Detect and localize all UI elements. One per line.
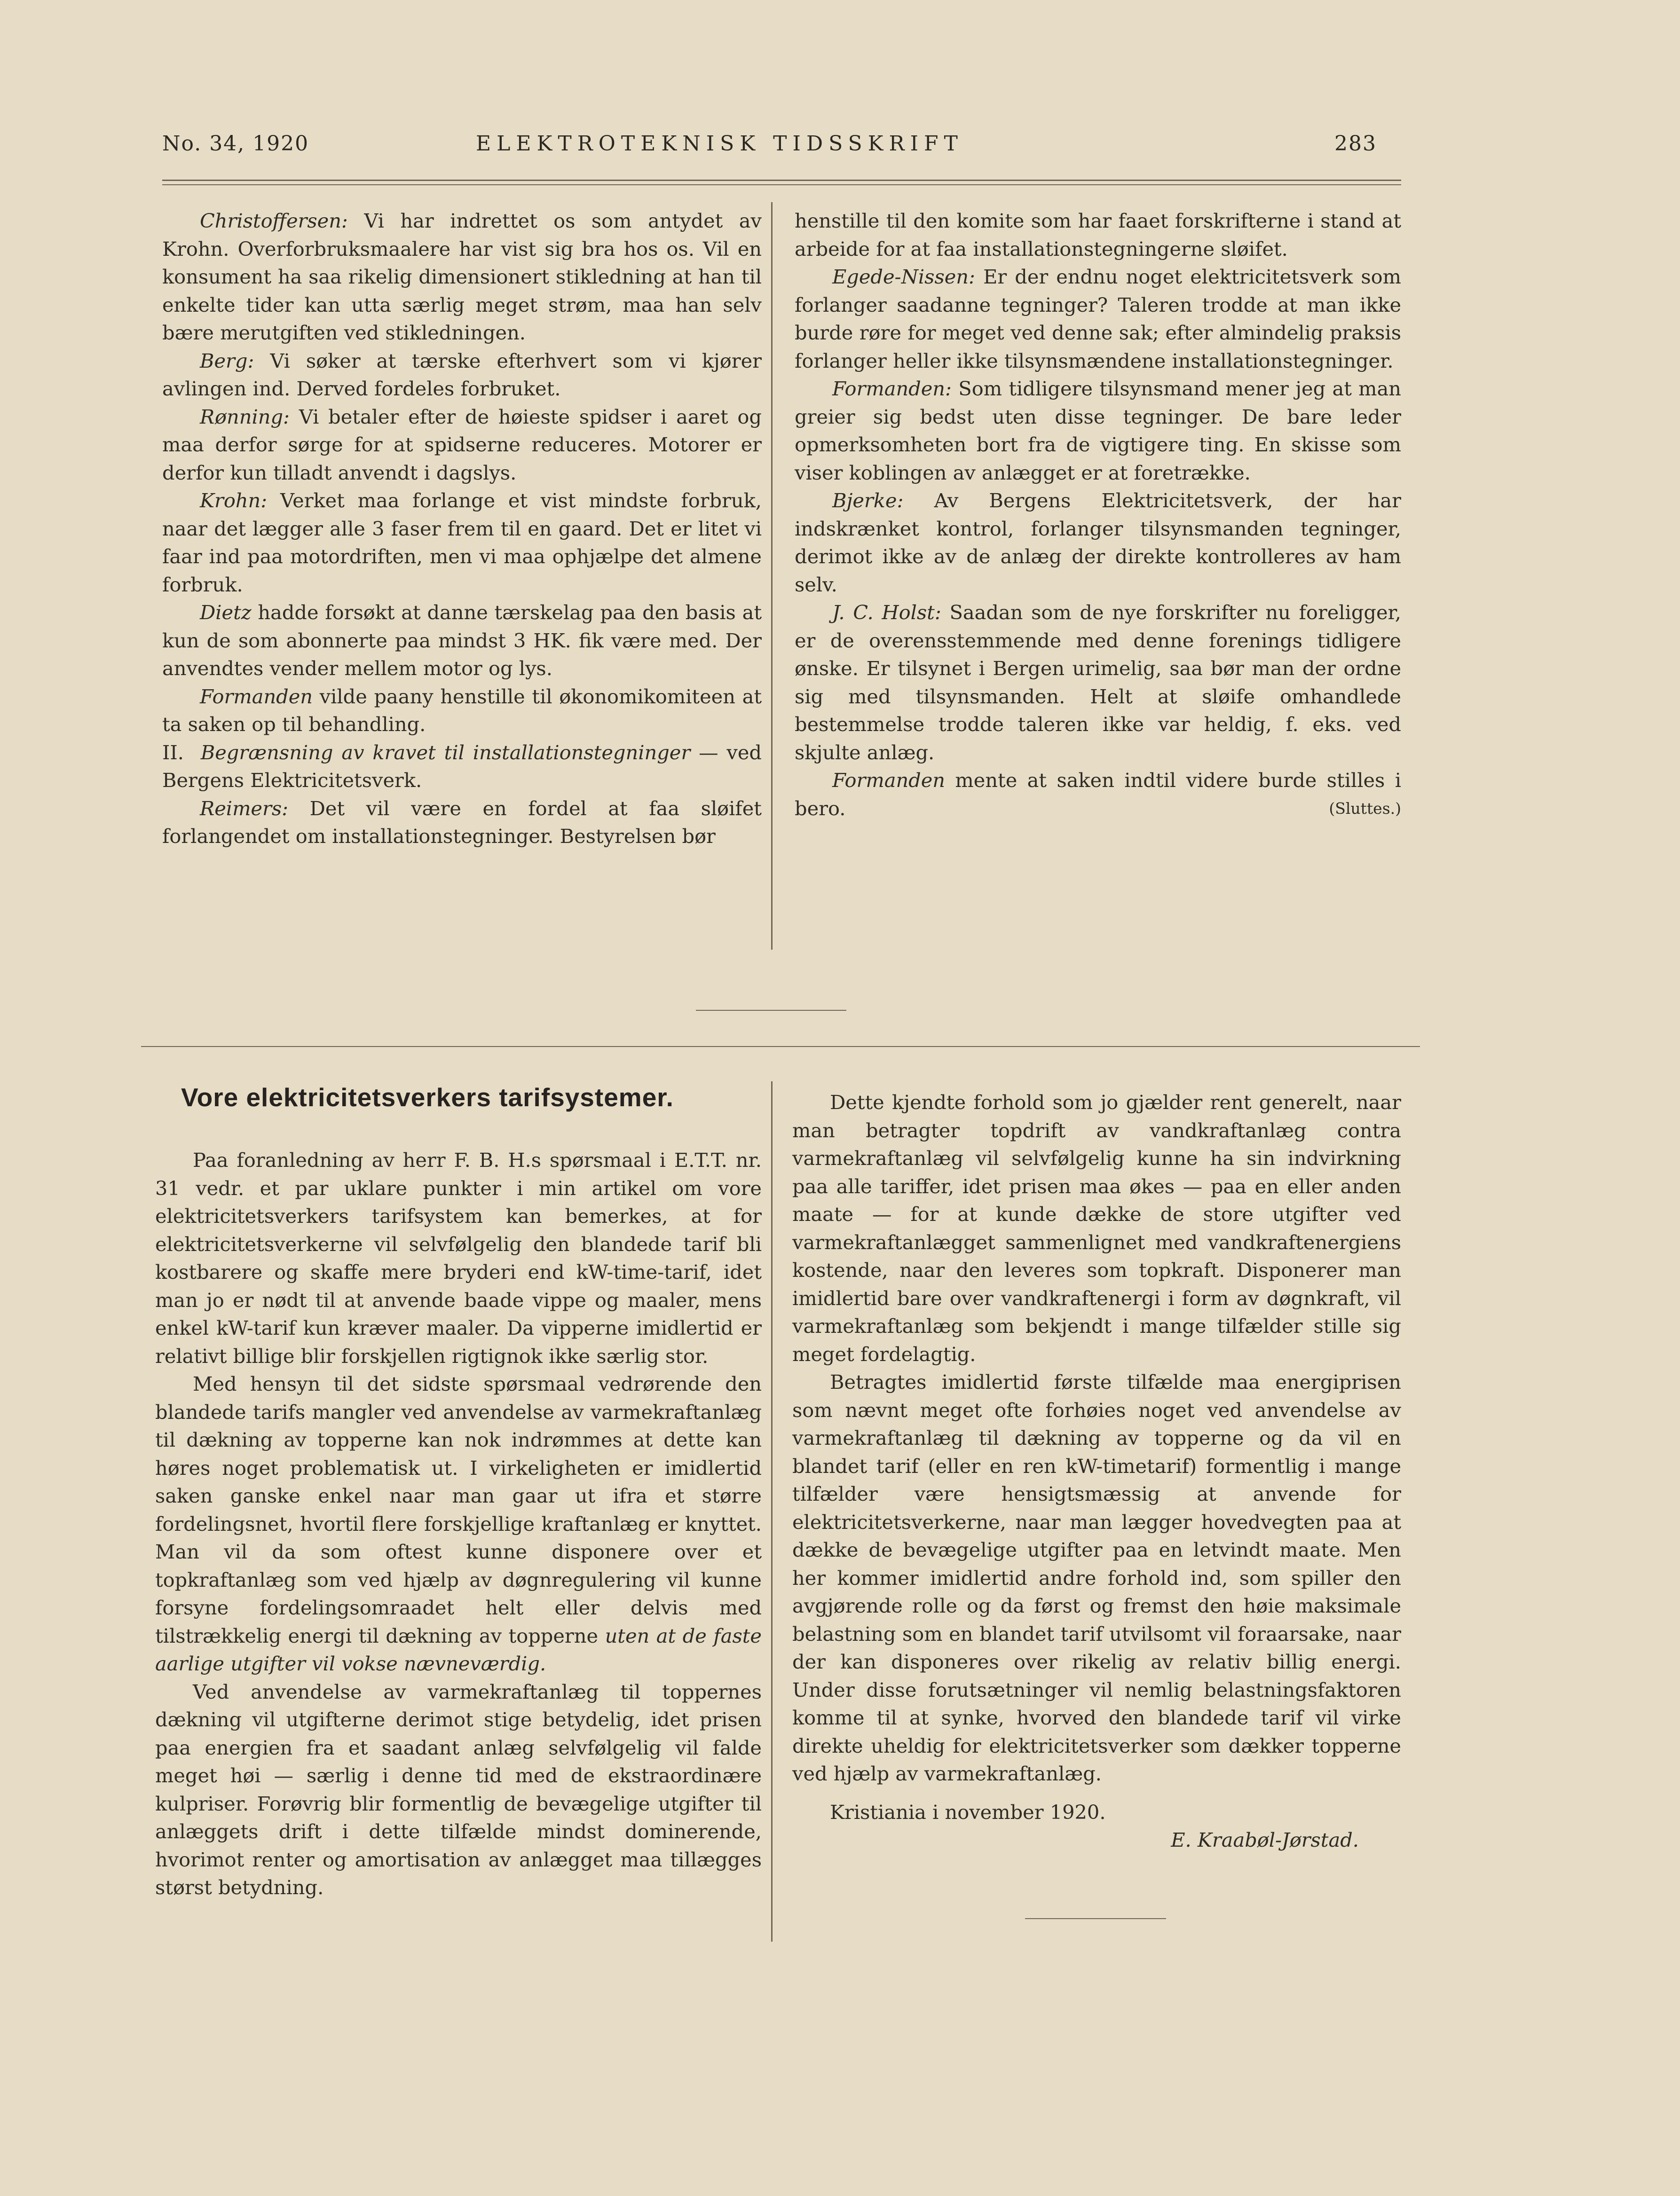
article-title: Vore elektricitetsverkers tarifsystemer.	[181, 1083, 674, 1112]
discussion-paragraph	[162, 598, 762, 683]
journal-title: ELEKTROTEKNISK TIDSSKRIFT	[476, 132, 963, 156]
speaker-name: Egede-Nissen:	[832, 265, 976, 288]
section-separator-long	[141, 1046, 1420, 1047]
header-rule-lower	[162, 184, 1401, 185]
speaker-name: Krohn:	[200, 489, 268, 512]
section-title: Begrænsning av kravet til installationstegninger	[200, 740, 691, 764]
discussion-paragraph	[795, 375, 1401, 487]
section-number: II.	[162, 740, 184, 764]
discussion-paragraph	[795, 598, 1401, 766]
discussion-paragraph	[162, 487, 762, 598]
article-column-left	[155, 1146, 762, 1902]
speaker-name: Berg:	[200, 349, 254, 372]
speaker-name: Rønning:	[200, 405, 290, 428]
speech-text: Vi søker at tærske efterhvert som vi kjører avlingen ind. Derved fordeles forbruket.	[162, 349, 762, 400]
article-paragraph: Paa foranledning av herr F. B. H.s spørsmaal i E.T.T. nr. 31 vedr. et par uklare punkter i min artikel om vore elektricitetsverkers tarifsystem kan bemerkes, at for elektricitetsverkerne vil selvfølgelig den blandede tarif bli kostbarere og skaffe mere bryderi end kW-time-tarif, idet man jo er nødt til at anvende baade vippe og maaler, mens enkel kW-tarif kun kræver maaler. Da vipperne imidlertid er relativt billige blir forskjellen rigtignok ikke særlig stor.	[155, 1149, 762, 1368]
discussion-paragraph	[795, 207, 1401, 263]
speaker-name: Formanden:	[832, 377, 952, 400]
section-ii-heading	[162, 739, 762, 795]
article-paragraph	[155, 1370, 762, 1678]
speaker-name: Dietz	[200, 601, 252, 624]
discussion-paragraph	[162, 347, 762, 403]
discussion-paragraph	[795, 766, 1401, 822]
discussion-paragraph	[162, 795, 762, 850]
speech-text: Av Bergens Elektricitetsverk, der har indskrænket kontrol, forlanger tilsynsmanden tegninger, derimot ikke av de anlæg der direkte kontrolleres av ham selv.	[795, 489, 1401, 596]
speech-text: Som tidligere tilsynsmand mener jeg at man greier sig bedst uten disse tegninger. De bare leder opmerksomheten bort fra de vigtigere ting. En skisse som viser koblingen av anlægget er at foretrække.	[795, 377, 1401, 484]
speech-text: Vi har indrettet os som antydet av Krohn. Overforbruksmaalere har vist sig bra hos os. Vil en konsument ha saa rikelig dimensionert stikledning at han til enkelte tider kan utta særlig meget strøm, maa han selv bære merutgiften ved stikledningen.	[162, 209, 762, 344]
speech-text: henstille til den komite som har faaet forskrifterne i stand at arbeide for at faa installationstegningerne sløifet.	[795, 209, 1401, 260]
issue-number: No. 34, 1920	[162, 132, 309, 156]
speech-text: hadde forsøkt at danne tærskelag paa den basis at kun de som abonnerte paa mindst 3 HK. fik være med. Der anvendtes vender mellem motor og lys.	[162, 601, 762, 680]
speaker-name: Formanden	[832, 769, 946, 792]
speaker-name: J. C. Holst:	[832, 601, 941, 624]
speech-text: Det vil være en fordel at faa sløifet forlangendet om installationstegninger. Bestyrelsen bør	[162, 796, 762, 848]
speaker-name: Formanden	[200, 685, 313, 708]
emphasized-text: uten at de faste aarlige utgifter vil vokse nævneværdig.	[155, 1624, 762, 1675]
discussion-column-left	[162, 207, 762, 850]
author-signature: E. Kraabøl-Jørstad.	[1171, 1828, 1359, 1851]
discussion-paragraph	[795, 487, 1401, 598]
article-text: Med hensyn til det sidste spørsmaal vedrørende den blandede tarifs mangler ved anvendelse av varmekraftanlæg til dækning av topperne kan nok indrømmes at dette kan høres noget problematisk ut. I virkeligheten er imidlertid saken ganske enkel naar man gaar ut ifra et større fordelingsnet, hvortil flere forskjellige kraftanlæg er knyttet. Man vil da som oftest kunne disponere over et topkraftanlæg som ved hjælp av døgnregulering vil kunne forsyne fordelingsomraadet helt eller delvis med tilstrækkelig energi til dækning av topperne	[155, 1372, 762, 1647]
speech-text: Er der endnu noget elektricitetsverk som forlanger saadanne tegninger? Taleren trodde at man ikke burde røre for meget ved denne sak; efter almindelig praksis forlanger heller ikke tilsynsmændene installationstegninger.	[795, 265, 1401, 372]
speech-text: Saadan som de nye forskrifter nu foreligger, er de overensstemmende med denne forenings tidligere ønske. Er tilsynet i Bergen urimelig, saa bør man der ordne sig med tilsynsmanden. Helt at sløife omhandlede bestemmelse trodde taleren ikke var heldig, f. eks. ved skjulte anlæg.	[795, 601, 1401, 764]
speech-text: mente at saken indtil videre burde stilles i bero.	[795, 769, 1401, 820]
column-divider-bottom	[771, 1081, 773, 1942]
article-paragraph: Ved anvendelse av varmekraftanlæg til toppernes dækning vil utgifterne derimot stige betydelig, idet prisen paa energien fra et saadant anlæg selvfølgelig vil falde meget høi — særlig i denne tid med de ekstraordinære kulpriser. Forøvrig blir formentlig de bevægelige utgifter til anlæggets drift i dette tilfælde mindst dominerende, hvorimot renter og amortisation av anlægget maa tillægges størst betydning.	[155, 1680, 762, 1899]
discussion-paragraph	[162, 207, 762, 347]
column-divider-top	[771, 202, 773, 950]
speech-text: Vi betaler efter de høieste spidser i aaret og maa derfor sørge for at spidserne reduceres. Motorer er derfor kun tilladt anvendt i dagslys.	[162, 405, 762, 484]
article-paragraph: Dette kjendte forhold som jo gjælder rent generelt, naar man betragter topdrift av vandkraftanlæg contra varmekraftanlæg vil selvfølgelig kunne ha sin indvirkning paa alle tariffer, idet prisen maa økes — paa en eller anden maate — for at kunde dække de store utgifter ved varmekraftanlægget sammenlignet med vandkraftenergiens kostende, naar den leveres som topkraft. Disponerer man imidlertid bare over vandkraftenergi i form av døgnkraft, vil varmekraftanlæg som bekjendt i mange tilfælder stille sig meget fordelagtig.	[792, 1091, 1401, 1366]
speaker-name: Bjerke:	[832, 489, 904, 512]
section-title-rest: — ved Bergens Elektricitetsverk.	[162, 740, 762, 792]
discussion-paragraph	[162, 683, 762, 739]
article-column-right	[792, 1088, 1401, 1854]
speech-text: Verket maa forlange et vist mindste forbruk, naar det lægger alle 3 faser frem til en gaard. Det er litet vi faar ind paa motordriften, men vi maa ophjælpe det almene forbruk.	[162, 489, 762, 596]
discussion-paragraph	[162, 403, 762, 487]
page-number: 283	[1334, 132, 1377, 156]
speaker-name: Reimers:	[200, 796, 289, 820]
discussion-column-right	[795, 207, 1401, 822]
to-be-continued-note: (Sluttes.)	[1329, 799, 1401, 818]
discussion-paragraph	[795, 263, 1401, 375]
end-rule	[1025, 1918, 1166, 1919]
section-separator-short	[696, 1010, 846, 1011]
place-date: Kristiania i november 1920.	[830, 1800, 1106, 1824]
speaker-name: Christoffersen:	[200, 209, 348, 232]
header-rule-upper	[162, 180, 1401, 181]
speech-text: vilde paany henstille til økonomikomiteen at ta saken op til behandling.	[162, 685, 762, 736]
article-paragraph: Betragtes imidlertid første tilfælde maa energiprisen som nævnt meget ofte forhøies noget ved anvendelse av varmekraftanlæg til dækning av topperne og da vil en blandet tarif (eller en ren kW-timetarif) formentlig i mange tilfælder være hensigtsmæssig at anvende for elektricitetsverkerne, naar man lægger hovedvegten paa at dække de bevægelige utgifter paa en letvindt maate. Men her kommer imidlertid andre forhold ind, som spiller den avgjørende rolle og da først og fremst den høie maksimale belastning som en blandet tarif utvilsomt vil foraarsake, naar der kan disponeres over rikelig av relativ billig energi. Under disse forutsætninger vil nemlig belastningsfaktoren komme til at synke, hvorved den blandede tarif vil virke direkte uheldig for elektricitetsverker som dækker topperne ved hjælp av varmekraftanlæg.	[792, 1370, 1401, 1785]
